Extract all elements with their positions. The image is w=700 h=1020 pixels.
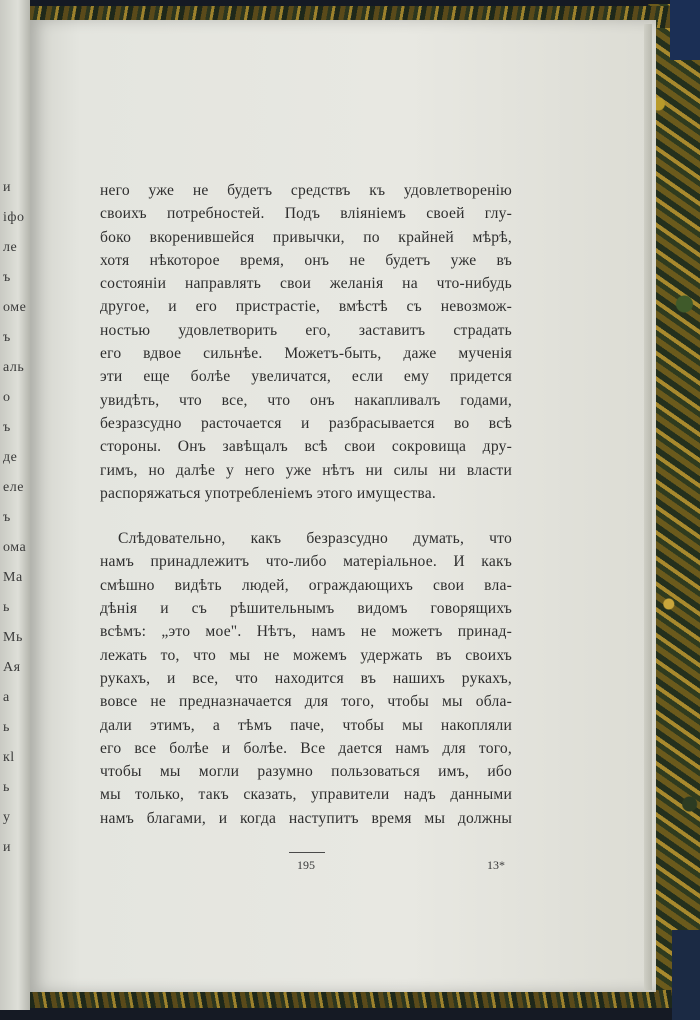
previous-page-fragment: еле bbox=[3, 480, 24, 495]
text-line: хотя нѣкоторое время, онъ не будетъ уже въ bbox=[100, 251, 512, 269]
previous-page-fragment: ъ bbox=[3, 270, 11, 285]
page-number: 195 bbox=[297, 858, 315, 872]
previous-page-fragment: ъ bbox=[3, 420, 11, 435]
previous-page-fragment: оме bbox=[3, 300, 27, 315]
previous-page-fragment: ь bbox=[3, 720, 10, 735]
previous-page-fragment: аль bbox=[3, 360, 25, 375]
marbled-bottom-edge bbox=[18, 990, 678, 1008]
text-line: стороны. Онъ завѣщалъ всѣ свои сокровища дру- bbox=[100, 438, 512, 456]
text-line: безразсудно расточается и разбрасывается во всѣ bbox=[100, 414, 512, 432]
text-line: увидѣть, что все, что онъ накапливалъ годами, bbox=[100, 391, 512, 409]
previous-page-fragment: а bbox=[3, 690, 10, 705]
text-line: гимъ, но далѣе у него уже нѣтъ ни силы ни власти bbox=[100, 461, 512, 479]
signature-mark: 13* bbox=[487, 858, 505, 872]
text-line: лежать то, что мы не можемъ удержать въ своихъ bbox=[100, 646, 512, 664]
text-line: смѣшно видѣть людей, ограждающихъ свои вла- bbox=[100, 576, 512, 594]
text-line: намъ благами, и когда наступитъ время мы должны bbox=[100, 809, 512, 827]
text-line: эти еще болѣе увеличатся, если ему придется bbox=[100, 368, 512, 386]
previous-page-fragment: де bbox=[3, 450, 18, 465]
page-edge bbox=[644, 24, 652, 990]
previous-page-fragment: Ая bbox=[3, 660, 21, 675]
previous-page-fragment: Ма bbox=[3, 570, 23, 585]
previous-page-fragment: ома bbox=[3, 540, 27, 555]
text-line: дали этимъ, а тѣмъ паче, чтобы мы накопляли bbox=[100, 716, 512, 734]
previous-page-fragment: ь bbox=[3, 600, 10, 615]
text-line: состояніи направлять свои желанія на что-нибудь bbox=[100, 275, 512, 293]
text-line: Слѣдовательно, какъ безразсудно думать, что bbox=[118, 530, 512, 548]
text-line: намъ принадлежитъ что-либо матеріальное. И какъ bbox=[100, 553, 512, 571]
previous-page-fragment: у bbox=[3, 810, 11, 825]
paragraph-1 bbox=[100, 179, 512, 505]
text-line: его вдвое сильнѣе. Можетъ-быть, даже мученія bbox=[100, 345, 512, 363]
previous-page-fragment: ле bbox=[3, 240, 18, 255]
previous-page-fragment: о bbox=[3, 390, 11, 405]
previous-page-fragment: кl bbox=[3, 750, 15, 765]
text-line: ностью удовлетворить его, заставитъ страдать bbox=[100, 321, 512, 339]
page-text bbox=[100, 179, 512, 830]
text-line: рукахъ, и все, что находится въ нашихъ рукахъ, bbox=[100, 669, 512, 687]
previous-page-fragment: ъ bbox=[3, 330, 11, 345]
cover-corner-bottom bbox=[672, 930, 700, 1020]
paragraph-2 bbox=[100, 527, 512, 830]
previous-page-fragment: ъ bbox=[3, 510, 11, 525]
text-line: всѣмъ: „это мое". Нѣтъ, намъ не можетъ принад- bbox=[100, 623, 512, 641]
text-line: другое, и его пристрастіе, вмѣстѣ съ невозмож- bbox=[100, 298, 512, 316]
text-line: его все болѣе и болѣе. Все дается намъ для того, bbox=[100, 739, 512, 757]
cover-corner-top bbox=[670, 0, 700, 60]
text-line: дѣнія и съ рѣшительнымъ видомъ говорящихъ bbox=[100, 600, 512, 618]
text-line: вовсе не предназначается для того, чтобы мы обла- bbox=[100, 693, 512, 711]
previous-page-sliver bbox=[0, 0, 30, 1010]
text-line: своихъ потребностей. Подъ вліяніемъ своей глу- bbox=[100, 205, 512, 223]
text-line: мы только, такъ сказать, управители надъ данными bbox=[100, 786, 512, 804]
previous-page-fragment: ь bbox=[3, 780, 10, 795]
previous-page-fragment: Мь bbox=[3, 630, 23, 645]
previous-page-fragment: и bbox=[3, 840, 11, 855]
text-line: боко вкоренившейся привычки, по крайней мѣрѣ, bbox=[100, 228, 512, 246]
previous-page-fragment: іфо bbox=[3, 210, 25, 225]
text-line: него уже не будетъ средствъ къ удовлетворенію bbox=[100, 182, 512, 199]
text-line: распоряжаться употребленіемъ этого имущества. bbox=[100, 484, 436, 502]
text-line: чтобы мы могли разумно пользоваться имъ, ибо bbox=[100, 763, 512, 781]
page-number-rule bbox=[289, 852, 325, 853]
previous-page-fragment: и bbox=[3, 180, 11, 195]
